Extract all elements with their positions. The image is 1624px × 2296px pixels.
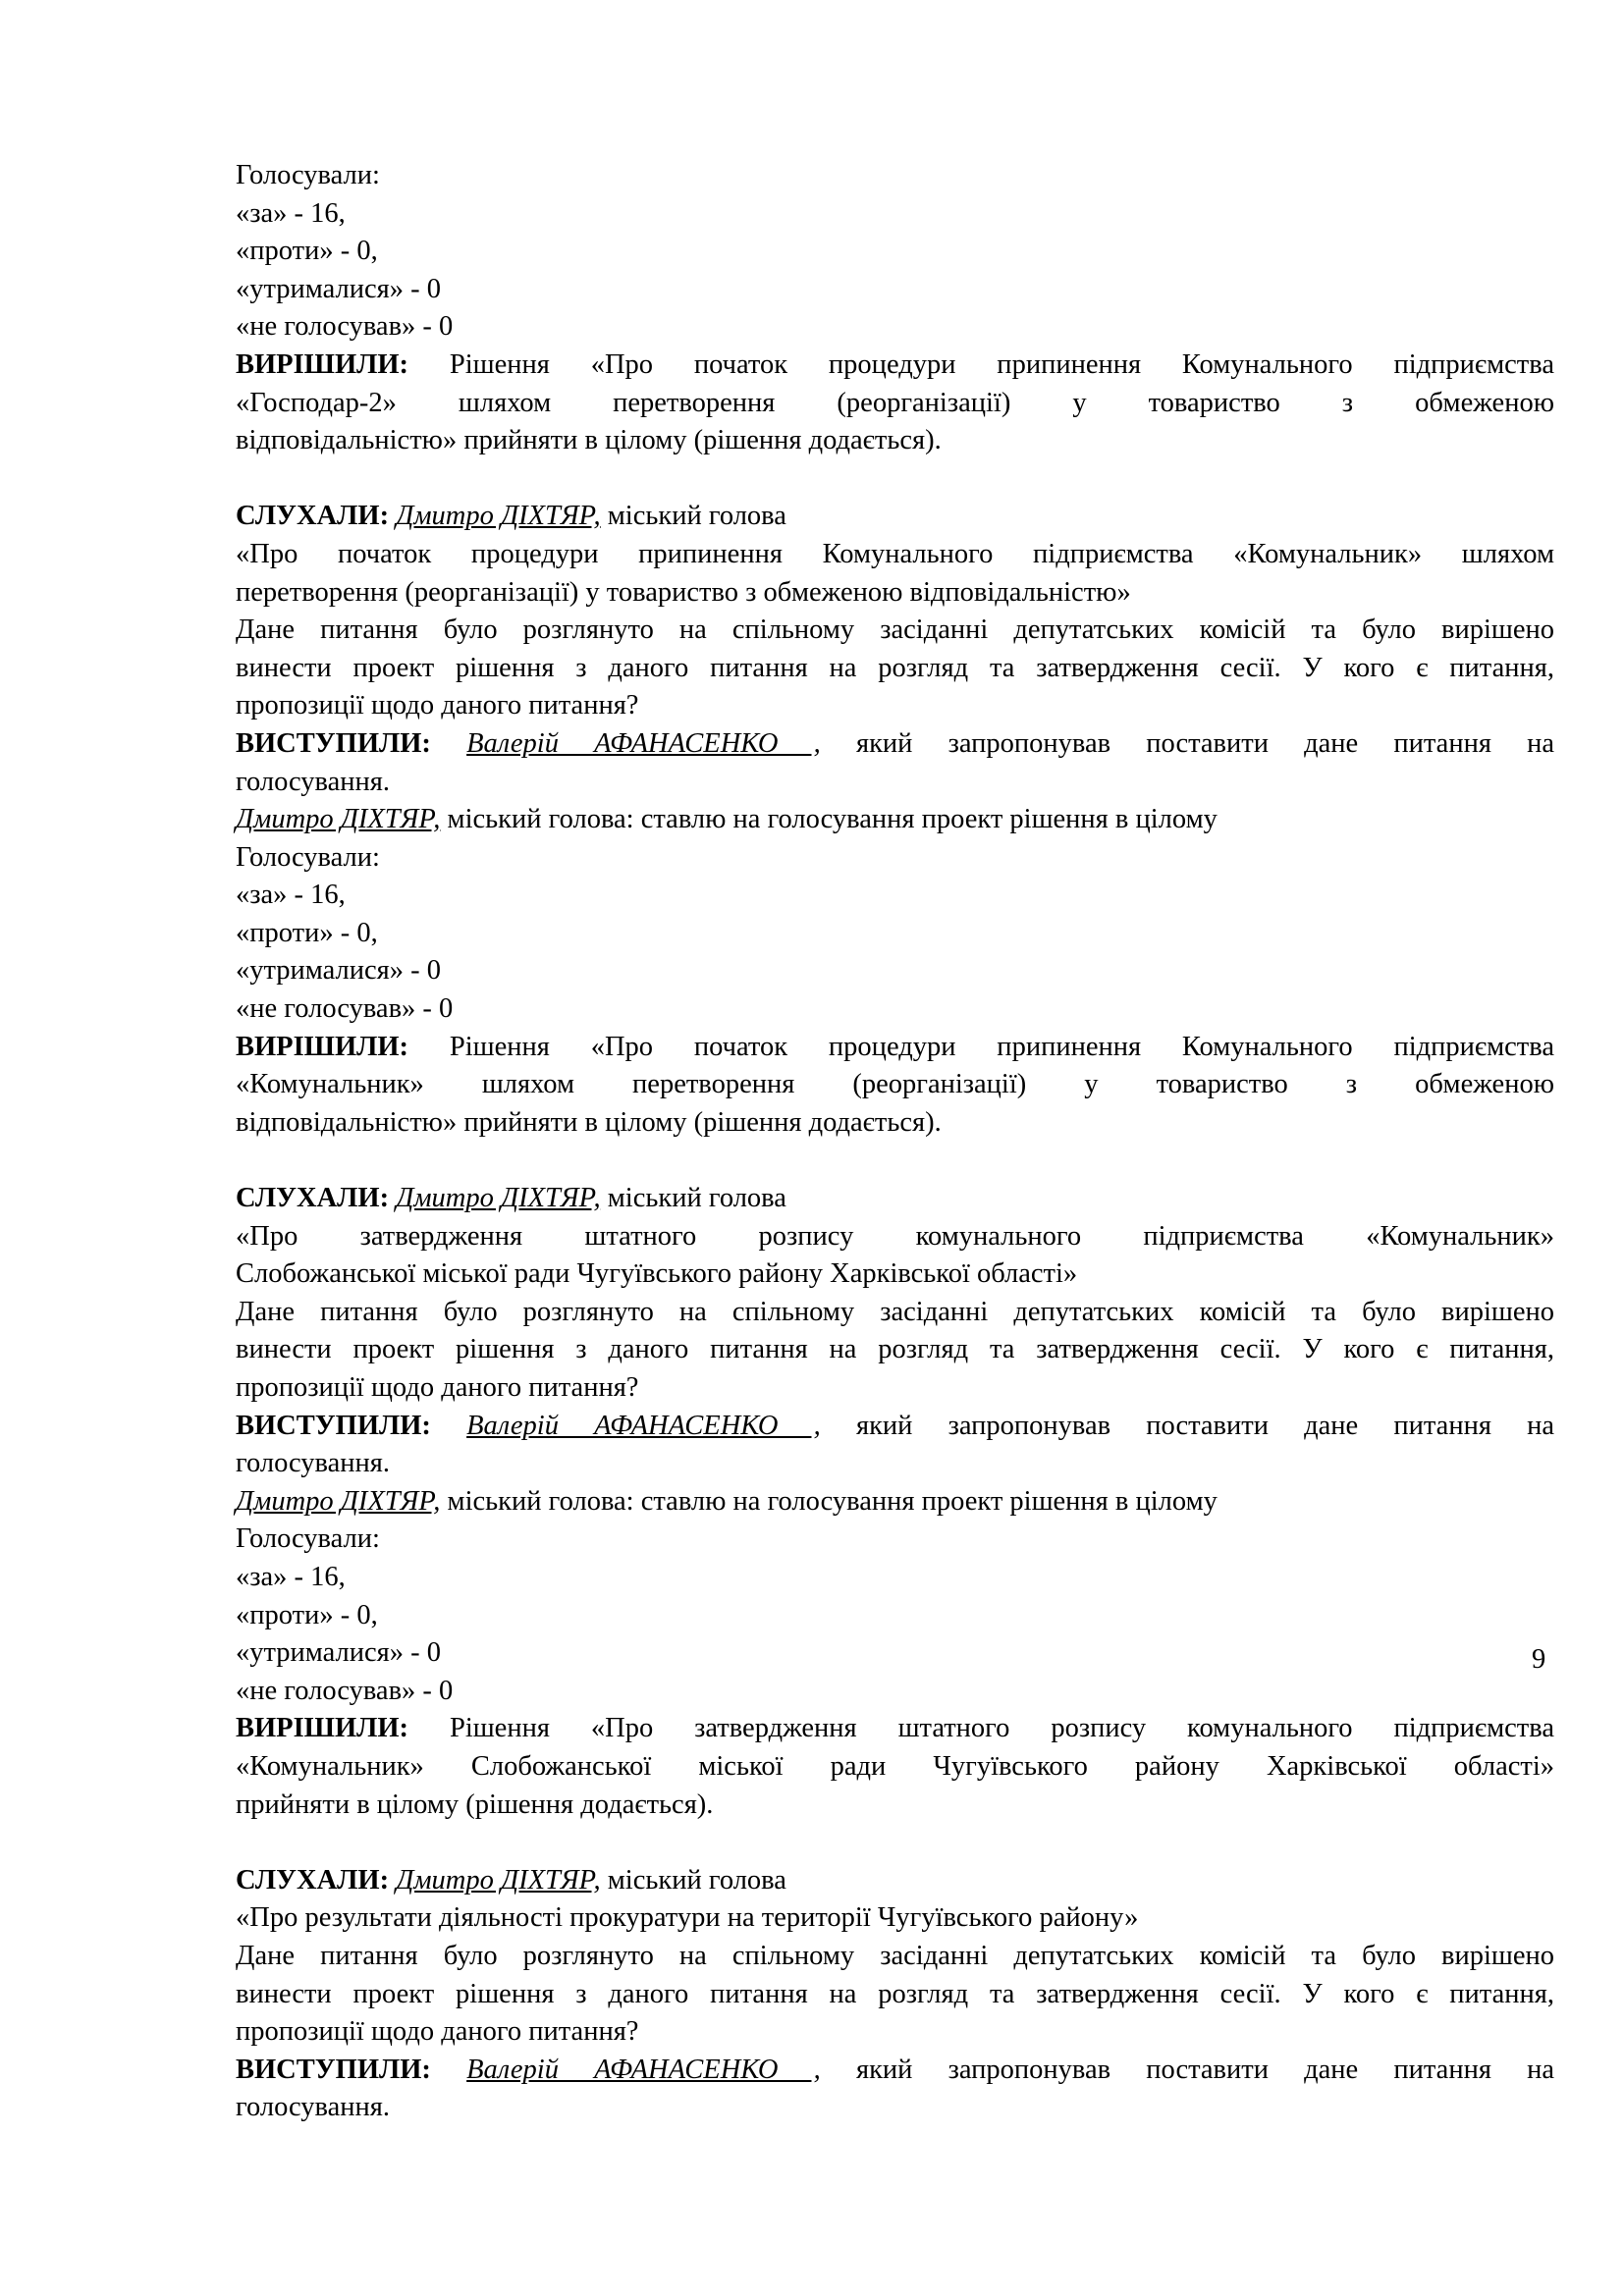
text: «проти» - 0, <box>236 1599 378 1630</box>
text: Рішення «Про початок процедури припинення Комунального підприємства <box>408 348 1554 380</box>
text-line <box>236 1445 1554 1483</box>
text: «Про початок процедури припинення Комунального підприємства «Комунальник» шляхом <box>236 538 1554 569</box>
text <box>431 728 466 759</box>
text-line <box>236 764 1554 802</box>
document-body <box>236 157 1554 2127</box>
text: відповідальністю» прийняти в цілому (рішення додається). <box>236 1106 942 1138</box>
text: голосування. <box>236 1448 391 1479</box>
text: міський голова <box>600 1183 786 1214</box>
text: «не голосував» - 0 <box>236 993 454 1025</box>
text: «утрималися» - 0 <box>236 955 442 987</box>
text-line <box>236 915 1554 953</box>
text: «не голосував» - 0 <box>236 1675 454 1706</box>
person-name: Валерій АФАНАСЕНКО , <box>466 727 821 759</box>
text-line <box>236 1787 1554 1825</box>
text-line <box>236 1408 1554 1446</box>
text: «проти» - 0, <box>236 917 378 948</box>
blank-line <box>236 1824 1554 1862</box>
text: «за» - 16, <box>236 880 346 911</box>
bold-label: ВИСТУПИЛИ: <box>236 1410 431 1441</box>
text: «утрималися» - 0 <box>236 1637 442 1669</box>
text: міський голова <box>600 501 786 532</box>
text-line <box>236 1710 1554 1748</box>
text-line <box>236 1938 1554 1976</box>
text-line <box>236 1180 1554 1218</box>
bold-label: ВИСТУПИЛИ: <box>236 727 431 759</box>
text: Голосували: <box>236 841 380 873</box>
text-line <box>236 308 1554 347</box>
text: «не голосував» - 0 <box>236 311 454 343</box>
text: винести проект рішення з даного питання на розгляд та затвердження сесії. У кого є питання, <box>236 1334 1554 1365</box>
text-line <box>236 1294 1554 1332</box>
text-line <box>236 271 1554 309</box>
text-line <box>236 2013 1554 2052</box>
text-line <box>236 347 1554 385</box>
text-line <box>236 612 1554 650</box>
text: Дане питання було розглянуто на спільному засіданні депутатських комісій та було вирішено <box>236 1940 1554 1971</box>
text-line <box>236 1369 1554 1408</box>
text: «Про результати діяльності прокуратури на території Чугуївського району» <box>236 1902 1139 1934</box>
text <box>431 1411 466 1441</box>
text-line <box>236 2052 1554 2090</box>
text-line <box>236 1673 1554 1711</box>
text: «Про затвердження штатного розпису комунального підприємства «Комунальник» <box>236 1220 1554 1252</box>
text: пропозиції щодо даного питання? <box>236 690 639 721</box>
text: «проти» - 0, <box>236 236 378 267</box>
text: міський голова: ставлю на голосування проект рішення в цілому <box>440 1485 1218 1517</box>
bold-label: ВИСТУПИЛИ: <box>236 2054 431 2085</box>
text: пропозиції щодо даного питання? <box>236 1372 639 1403</box>
person-name: Дмитро ДІХТЯР, <box>236 804 441 835</box>
page-number: 9 <box>1532 1644 1546 1675</box>
text-line <box>236 952 1554 990</box>
text-line <box>236 1862 1554 1900</box>
text: пропозиції щодо даного питання? <box>236 2016 639 2048</box>
text: Голосували: <box>236 160 380 190</box>
text-line <box>236 1976 1554 2014</box>
text-line <box>236 498 1554 536</box>
text-line <box>236 1597 1554 1635</box>
text-line <box>236 195 1554 234</box>
text-line <box>236 1104 1554 1143</box>
text: який запропонував поставити дане питання на <box>820 1410 1555 1441</box>
person-name: Валерій АФАНАСЕНКО , <box>466 2054 821 2085</box>
blank-line <box>236 1142 1554 1180</box>
text-line <box>236 1331 1554 1369</box>
text-line <box>236 157 1554 195</box>
bold-label: ВИРІШИЛИ: <box>236 348 409 380</box>
text-line <box>236 650 1554 688</box>
text-line <box>236 1218 1554 1256</box>
text-line <box>236 574 1554 613</box>
text: Слобожанської міської ради Чугуївського району Харківської області» <box>236 1258 1078 1290</box>
text: міський голова <box>600 1864 786 1896</box>
text-line <box>236 1521 1554 1559</box>
text: «Комунальник» шляхом перетворення (реорганізації) у товариство з обмеженою <box>236 1069 1554 1100</box>
bold-label: ВИРІШИЛИ: <box>236 1713 409 1744</box>
text-line <box>236 877 1554 915</box>
text: який запропонував поставити дане питання на <box>820 727 1555 759</box>
text-line <box>236 1634 1554 1673</box>
text: «утрималися» - 0 <box>236 273 442 304</box>
text: Голосували: <box>236 1523 380 1555</box>
text: голосування. <box>236 766 391 797</box>
text-line <box>236 1559 1554 1597</box>
text-line <box>236 2089 1554 2127</box>
text-line <box>236 536 1554 574</box>
text: «Господар-2» шляхом перетворення (реорганізації) у товариство з обмеженою <box>236 387 1554 418</box>
text-line <box>236 801 1554 839</box>
text: голосування. <box>236 2092 391 2123</box>
person-name: Дмитро ДІХТЯР, <box>396 1864 601 1896</box>
text: «Комунальник» Слобожанської міської ради Чугуївського району Харківської області» <box>236 1750 1554 1782</box>
person-name: Валерій АФАНАСЕНКО , <box>466 1410 821 1441</box>
text-line <box>236 839 1554 878</box>
text: Дане питання було розглянуто на спільному засіданні депутатських комісій та було вирішено <box>236 614 1554 646</box>
text-line <box>236 725 1554 764</box>
text: який запропонував поставити дане питання на <box>820 2054 1555 2085</box>
text: «за» - 16, <box>236 197 346 229</box>
bold-label: СЛУХАЛИ: <box>236 501 390 532</box>
text: відповідальністю» прийняти в цілому (рішення додається). <box>236 425 942 456</box>
text: винести проект рішення з даного питання на розгляд та затвердження сесії. У кого є питання, <box>236 1978 1554 2009</box>
bold-label: СЛУХАЛИ: <box>236 1864 390 1896</box>
text: перетворення (реорганізації) у товариство з обмеженою відповідальністю» <box>236 576 1131 608</box>
text: винести проект рішення з даного питання на розгляд та затвердження сесії. У кого є питання, <box>236 652 1554 683</box>
text: Дане питання було розглянуто на спільному засіданні депутатських комісій та було вирішено <box>236 1296 1554 1327</box>
bold-label: СЛУХАЛИ: <box>236 1183 390 1214</box>
text-line <box>236 1255 1554 1294</box>
text-line <box>236 1483 1554 1522</box>
text-line <box>236 1066 1554 1104</box>
text-line <box>236 385 1554 423</box>
text-line <box>236 990 1554 1029</box>
text-line <box>236 1899 1554 1938</box>
text: міський голова: ставлю на голосування проект рішення в цілому <box>440 804 1218 835</box>
text <box>431 2055 466 2085</box>
text: прийняти в цілому (рішення додається). <box>236 1789 714 1820</box>
text: Рішення «Про початок процедури припинення Комунального підприємства <box>408 1031 1554 1062</box>
text-line <box>236 233 1554 271</box>
text-line <box>236 1029 1554 1067</box>
person-name: Дмитро ДІХТЯР, <box>396 1183 601 1214</box>
text-line <box>236 1748 1554 1787</box>
blank-line <box>236 460 1554 499</box>
text: «за» - 16, <box>236 1561 346 1592</box>
person-name: Дмитро ДІХТЯР, <box>236 1485 441 1517</box>
text-line <box>236 422 1554 460</box>
text-line <box>236 687 1554 725</box>
text: Рішення «Про затвердження штатного розпису комунального підприємства <box>408 1713 1554 1744</box>
person-name: Дмитро ДІХТЯР, <box>396 501 601 532</box>
bold-label: ВИРІШИЛИ: <box>236 1031 409 1062</box>
